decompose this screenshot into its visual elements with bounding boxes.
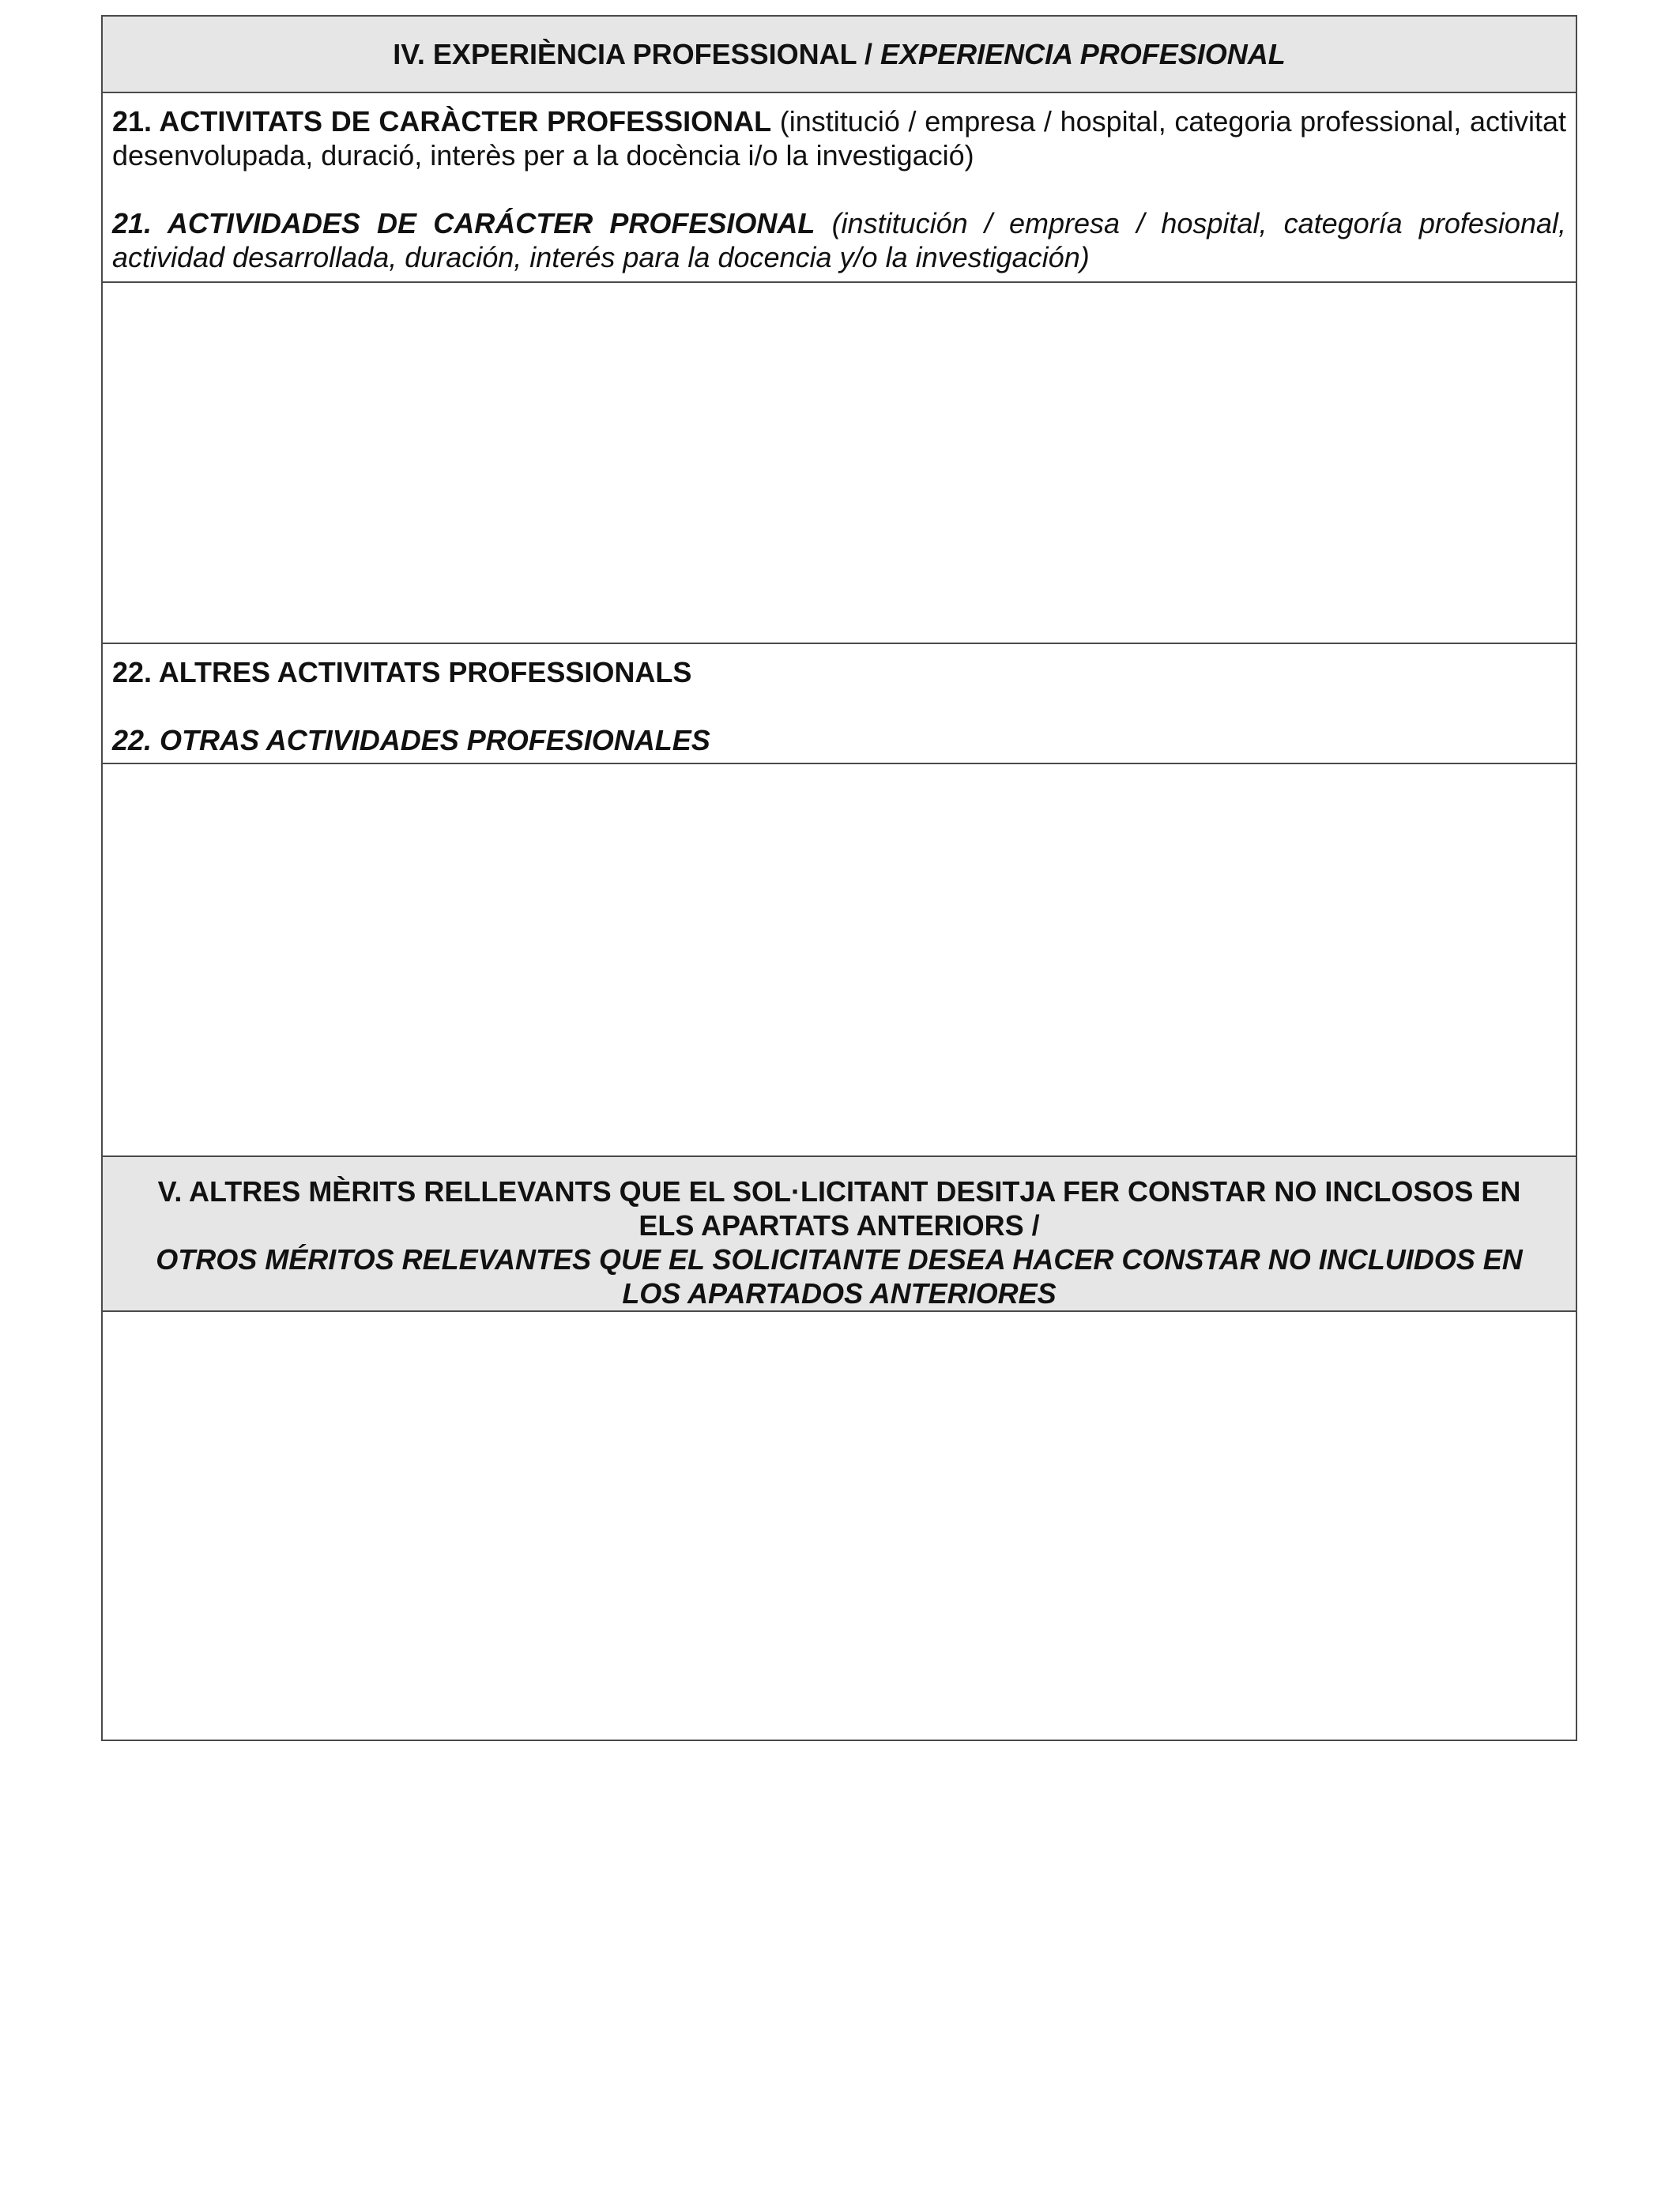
section-v-title-spanish: OTROS MÉRITOS RELEVANTES QUE EL SOLICITANTE DESEA HACER CONSTAR NO INCLUIDOS EN LOS APARTADOS ANTERIORES xyxy=(156,1243,1523,1310)
item-21-spanish xyxy=(112,206,1566,274)
item-21-catalan-title: 21. ACTIVITATS DE CARÀCTER PROFESSIONAL xyxy=(112,105,772,138)
item-21-spanish-title: 21. ACTIVIDADES DE CARÁCTER PROFESIONAL xyxy=(112,207,816,239)
item-22-header xyxy=(103,644,1576,764)
item-21-header xyxy=(103,93,1576,283)
item-22-catalan-title: 22. ALTRES ACTIVITATS PROFESSIONALS xyxy=(112,656,692,688)
item-22-spanish-title: 22. OTRAS ACTIVIDADES PROFESIONALES xyxy=(112,724,710,756)
section-iv-title-spanish: EXPERIENCIA PROFESIONAL xyxy=(880,38,1286,70)
item-22-answer-area[interactable] xyxy=(103,764,1576,1157)
item-21-spanish-description: (institución / empresa / hospital, categoría profesional, actividad desarrollada, duración, interés para la docencia y/o la investigación) xyxy=(112,207,1566,273)
item-21-answer-area[interactable] xyxy=(103,283,1576,644)
section-v-title-catalan: V. ALTRES MÈRITS RELLEVANTS QUE EL SOL·LICITANT DESITJA FER CONSTAR NO INCLOSOS EN ELS APARTATS ANTERIORS / xyxy=(157,1175,1521,1242)
cv-form-table xyxy=(101,15,1577,1741)
section-iv-header xyxy=(103,17,1576,93)
item-21-catalan-description: (institució / empresa / hospital, categoria professional, activitat desenvolupada, duració, interès per a la docència i/o la investigació) xyxy=(112,105,1566,172)
section-iv-title-catalan: IV. EXPERIÈNCIA PROFESSIONAL / xyxy=(393,38,881,70)
section-v-answer-area[interactable] xyxy=(103,1312,1576,1740)
section-v-header xyxy=(103,1157,1576,1312)
item-21-catalan xyxy=(112,104,1566,172)
